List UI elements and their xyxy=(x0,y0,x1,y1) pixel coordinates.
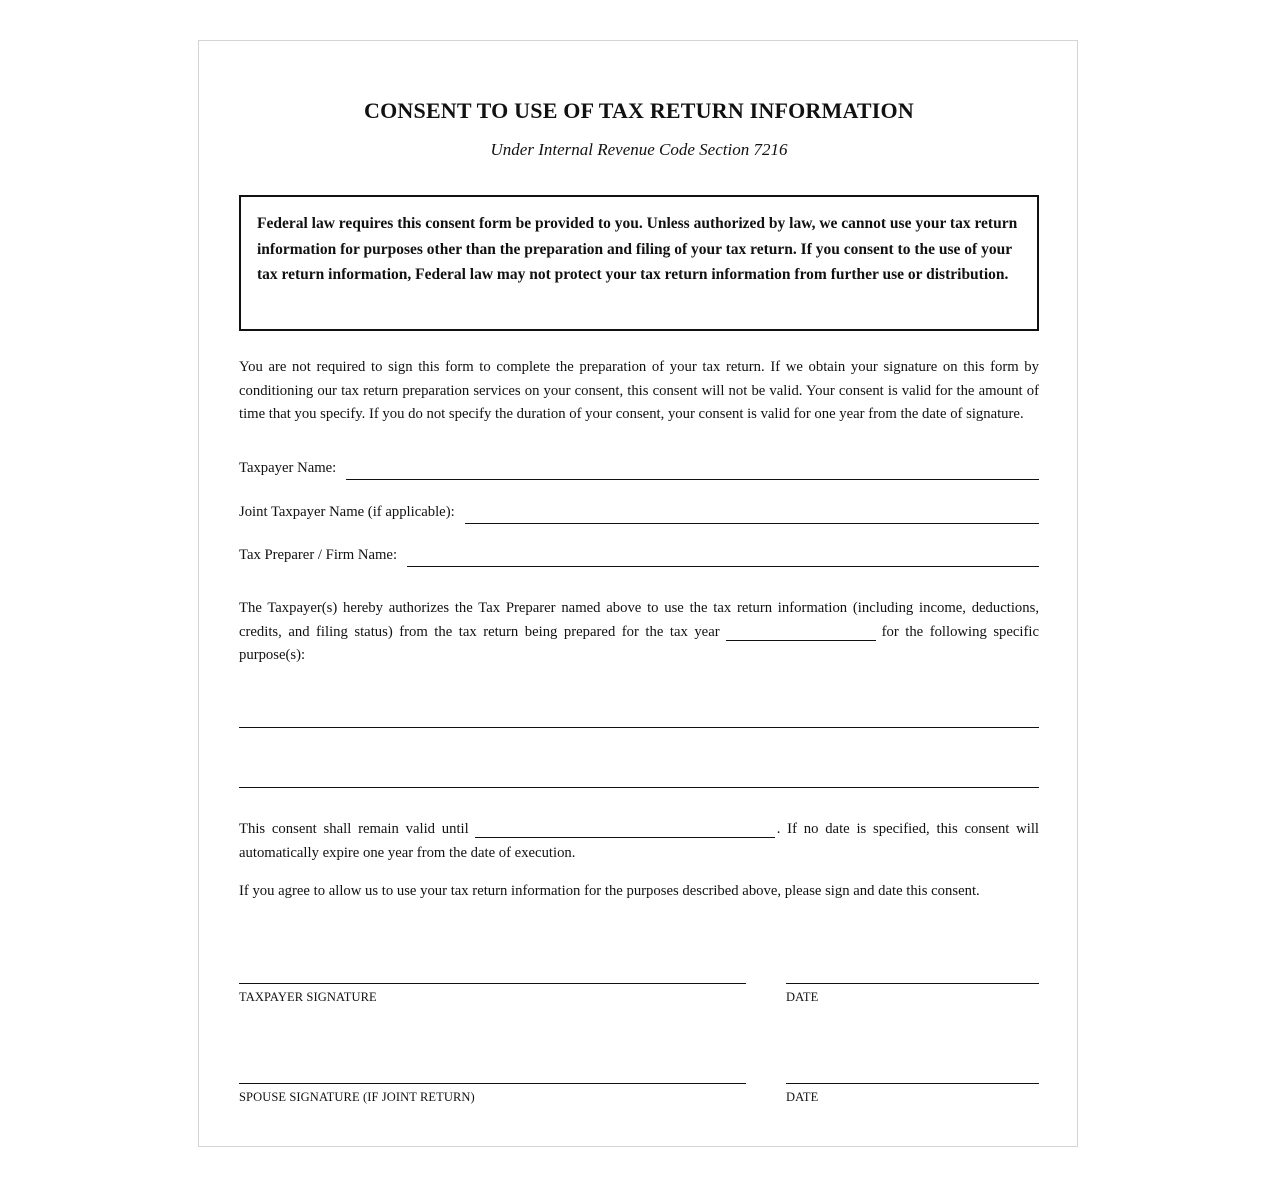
federal-law-notice: Federal law requires this consent form be provided to you. Unless authorized by law, we cannot use your tax return information for purposes other than the preparation and filing of your tax return. If you consent to the use of your tax return information, Federal law may not protect your tax return information from further use or distribution. xyxy=(239,195,1039,331)
validity-text-end: . If no date is specified, this consent will automatically expire one year from the date of execution. xyxy=(239,821,1039,861)
taxpayer-signature-label: TAXPAYER SIGNATURE xyxy=(239,990,377,1004)
preparer-name-label: Tax Preparer / Firm Name: xyxy=(239,547,398,563)
joint-taxpayer-name-row xyxy=(239,500,1039,524)
joint-taxpayer-name-field[interactable] xyxy=(465,522,1039,524)
document-title: CONSENT TO USE OF TAX RETURN INFORMATION xyxy=(364,98,914,123)
joint-taxpayer-name-label: Joint Taxpayer Name (if applicable): xyxy=(239,504,455,520)
intro-paragraph: You are not required to sign this form to complete the preparation of your tax return. If we obtain your signature on this form by conditioning our tax return preparation services on your consent, this consent will not be valid. Your consent is valid for the amount of time that you specify. If you do not specify the duration of your consent, your consent is valid for one year from the date of signature. xyxy=(239,359,1039,422)
tax-year-field[interactable] xyxy=(726,622,876,641)
valid-until-field[interactable] xyxy=(475,819,775,838)
authorization-text-end: for the following specific purpose(s): xyxy=(239,623,1039,663)
taxpayer-signature-line[interactable] xyxy=(239,983,746,984)
document-subtitle: Under Internal Revenue Code Section 7216 xyxy=(490,140,788,159)
taxpayer-date-label: DATE xyxy=(786,990,819,1004)
spouse-date-label: DATE xyxy=(786,1090,819,1104)
spouse-signature-label: SPOUSE SIGNATURE (IF JOINT RETURN) xyxy=(239,1090,475,1104)
taxpayer-date-line[interactable] xyxy=(786,983,1039,984)
spouse-date-line[interactable] xyxy=(786,1083,1039,1084)
preparer-name-row xyxy=(239,543,1039,567)
authorization-text-start: The Taxpayer(s) hereby authorizes the Tax Preparer named above to use the tax return information (including income, deductions, credits, and filing status) from the tax return being prepared for the tax year xyxy=(239,600,1039,640)
validity-text-start: This consent shall remain valid until xyxy=(239,821,469,837)
authorization-paragraph xyxy=(239,597,1039,668)
taxpayer-name-field[interactable] xyxy=(346,478,1039,480)
taxpayer-name-row xyxy=(239,456,1039,480)
purpose-line-1[interactable] xyxy=(239,727,1039,728)
validity-paragraph xyxy=(239,818,1039,865)
agreement-paragraph: If you agree to allow us to use your tax return information for the purposes described above, please sign and date this consent. xyxy=(239,883,980,899)
preparer-name-field[interactable] xyxy=(407,565,1039,567)
taxpayer-name-label: Taxpayer Name: xyxy=(239,460,337,476)
spouse-signature-line[interactable] xyxy=(239,1083,746,1084)
purpose-line-2[interactable] xyxy=(239,787,1039,788)
